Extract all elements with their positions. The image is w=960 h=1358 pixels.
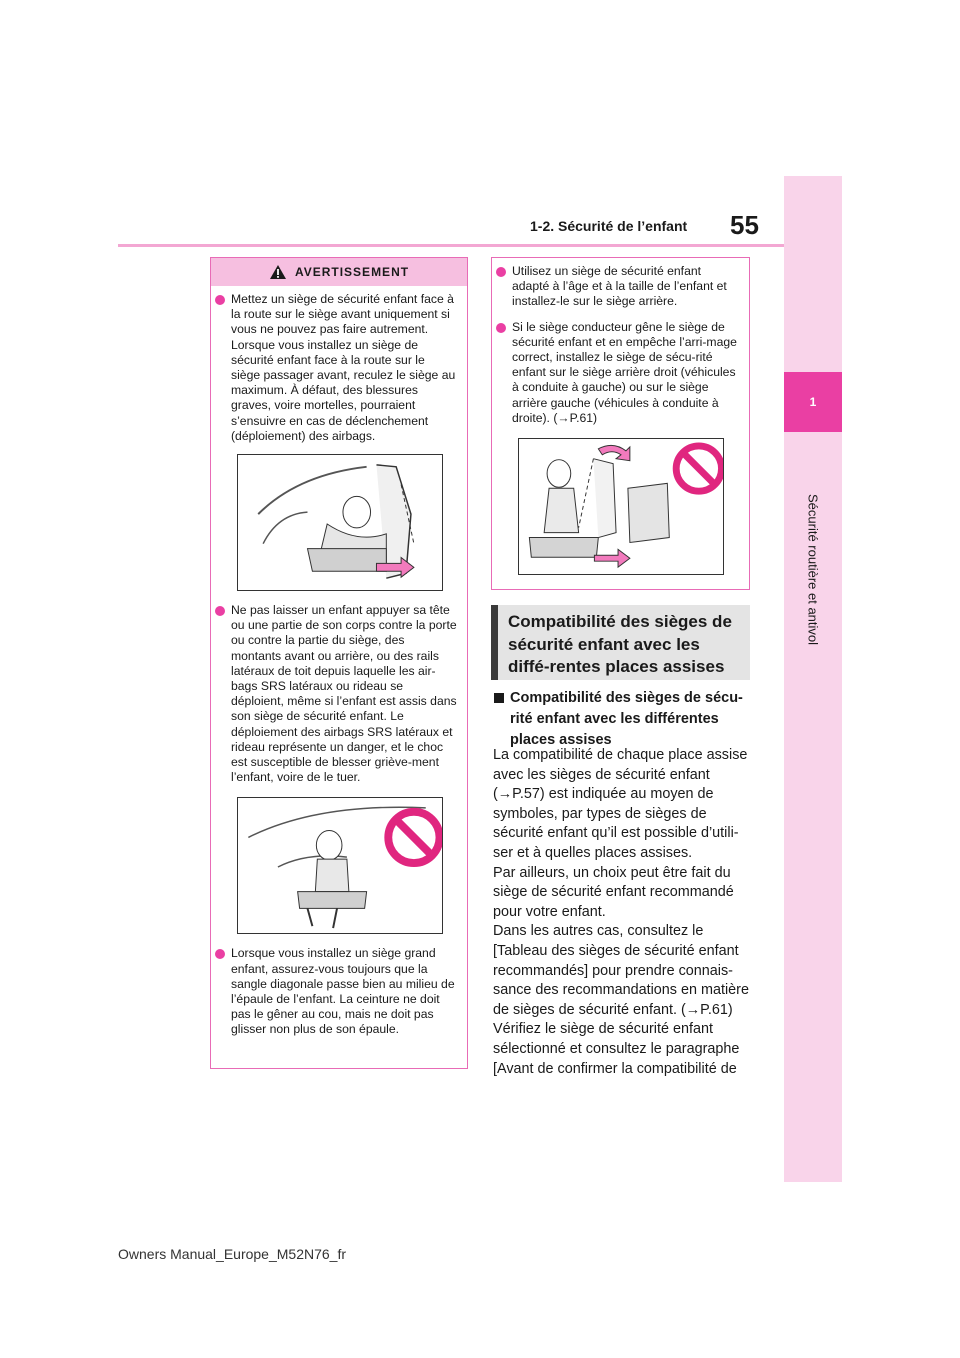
warning-item-text: Mettez un siège de sécurité enfant face à la route sur le siège avant uniquement si vous ne pouvez pas faire autrement. Lorsque vous installez un siège de sécurité enfant face à la route sur le siège passager avant, reculez le siège au maximum. À défaut, des blessures graves, voire mortelles, pourraient s’ensuivre en cas de déclenchement (déploiement) des airbags. — [231, 292, 456, 443]
chapter-title: Sécurité routière et antivol — [805, 494, 821, 646]
figure-booster-seat-prohibited — [237, 797, 443, 934]
square-bullet-icon — [494, 693, 504, 703]
warning-box-continued — [491, 257, 750, 590]
bullet-icon — [215, 606, 225, 616]
warning-item-text: Lorsque vous installez un siège grand enfant, assurez-vous toujours que la sangle diagonale passe bien au milieu de l’épaule de l’enfant. La ceinture ne doit pas le gêner au cou, mais ne doit pas glisser non plus de son épaule. — [231, 946, 455, 1037]
footer-manual-id: Owners Manual_Europe_M52N76_fr — [118, 1246, 347, 1262]
warning-item — [496, 320, 739, 426]
car-seat-illustration — [238, 455, 442, 590]
body-text — [493, 746, 755, 1079]
figure-driver-seat-interference — [518, 438, 724, 575]
warning-item — [496, 264, 739, 310]
chapter-title-vertical — [784, 440, 842, 700]
header-rule — [118, 244, 784, 247]
body-paragraph: Vérifiez le siège de sécurité enfant sélectionné et consultez le paragraphe [Avant de confirmer la compatibilité de — [493, 1021, 740, 1077]
chapter-tab[interactable] — [784, 372, 842, 432]
warning-item-text: Si le siège conducteur gêne le siège de sécurité enfant et en empêche l’arri-mage correct, installez le siège de sécu-rité enfant sur le siège arrière droit (véhicules à conduite à gauche) ou sur le siège arrière gauche (véhicules à conduite à droite). (→P.61) — [512, 319, 737, 425]
sub-heading-text: Compatibilité des sièges de sécu-rité enfant avec les différentes places assises — [510, 690, 743, 748]
warning-item-text: Utilisez un siège de sécurité enfant adapté à l’âge et à la taille de l’enfant et installez-le sur le siège arrière. — [512, 264, 727, 309]
warning-item-text: Ne pas laisser un enfant appuyer sa tête ou une partie de son corps contre la porte ou contre la partie du siège, des montants avant ou arrière, ou des rails latéraux de toit depuis laquelle les air-bags SRS latéraux ou rideau se déploient, même si l’enfant est assis dans son siège de sécurité enfant. Le déploiement des airbags SRS latéraux et rideau représente un danger, et le choc est susceptible de blesser griève-ment l’enfant, voire de le tuer. — [231, 603, 457, 785]
figure-front-seat-child-seat — [237, 454, 443, 591]
warning-title: AVERTISSEMENT — [294, 265, 410, 279]
warning-item — [215, 946, 457, 1037]
section-heading: Compatibilité des sièges de sécurité enfant avec les diffé-rentes places assises — [491, 605, 750, 680]
body-paragraph: Par ailleurs, un choix peut être fait du siège de sécurité enfant recommandé pour votre enfant. — [493, 864, 734, 920]
warning-item — [215, 603, 457, 785]
bullet-icon — [496, 267, 506, 277]
driver-seat-illustration — [519, 439, 723, 574]
page-number: 55 — [730, 210, 759, 240]
bullet-icon — [215, 295, 225, 305]
warning-item — [215, 292, 457, 444]
body-paragraph: La compatibilité de chaque place assise avec les sièges de sécurité enfant (→P.57) est indiquée au moyen de symboles, par types de sièges de sécurité enfant qu’il est possible d’utili-ser et à quelles places assises. — [493, 747, 748, 861]
sub-heading — [494, 688, 750, 751]
booster-seat-illustration — [238, 798, 442, 933]
warning-header — [211, 258, 467, 286]
bullet-icon — [215, 949, 225, 959]
warning-triangle-icon — [269, 264, 287, 280]
body-paragraph: Dans les autres cas, consultez le [Tableau des sièges de sécurité enfant recommandés] pour prendre connais-sance des recommandations en matière de sièges de sécurité enfant. (→P.61) — [493, 923, 749, 1018]
chapter-number: 1 — [809, 395, 817, 409]
warning-box — [210, 257, 468, 1069]
section-header: 1-2. Sécurité de l’enfant — [530, 218, 688, 234]
bullet-icon — [496, 323, 506, 333]
